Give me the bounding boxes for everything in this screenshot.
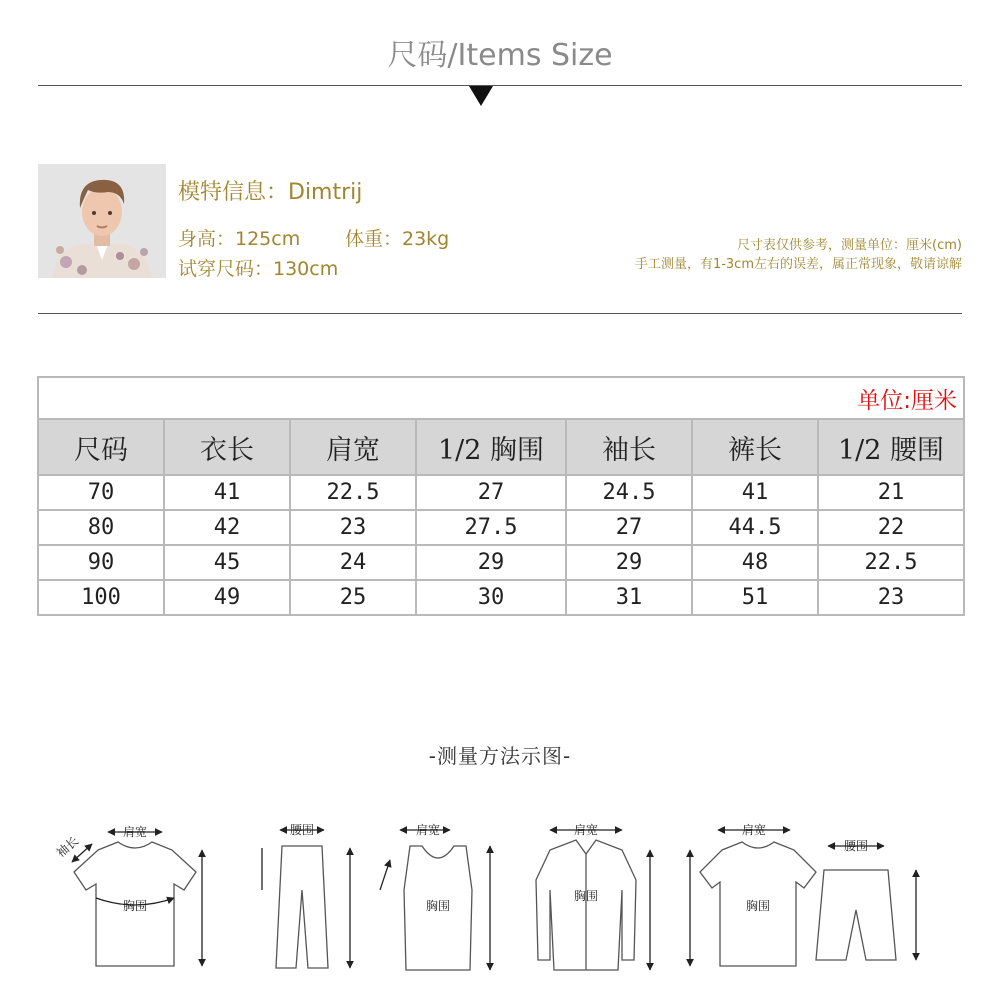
table-cell: 21 [818, 475, 964, 510]
header-pants-length: 裤长 [692, 419, 818, 475]
label-chest: 胸围 [122, 899, 148, 913]
section-divider [38, 313, 962, 314]
label-chest-jacket: 胸围 [573, 889, 599, 903]
label-shoulder-tank: 肩宽 [415, 823, 441, 837]
table-cell: 41 [692, 475, 818, 510]
page-title: 尺码/Items Size [387, 38, 613, 73]
header-shoulder: 肩宽 [290, 419, 416, 475]
table-cell: 22.5 [290, 475, 416, 510]
table-cell: 30 [416, 580, 566, 615]
measurement-method-title: -测量方法示图- [428, 744, 572, 768]
label-chest-tank: 胸围 [425, 899, 451, 913]
header-half-chest: 1/2 胸围 [416, 419, 566, 475]
header-half-waist: 1/2 腰围 [818, 419, 964, 475]
table-cell: 27 [416, 475, 566, 510]
table-cell: 27 [566, 510, 692, 545]
label-waist: 腰围 [289, 823, 315, 837]
table-cell: 45 [164, 545, 290, 580]
table-cell: 100 [38, 580, 164, 615]
label-chest-tshirt2: 胸围 [745, 899, 771, 913]
size-table [37, 376, 965, 616]
table-cell: 23 [818, 580, 964, 615]
down-arrow-icon [469, 86, 493, 106]
header-sleeve: 袖长 [566, 419, 692, 475]
label-shoulder-tshirt2: 肩宽 [741, 823, 767, 837]
tshirt-shorts-diagram [690, 830, 916, 966]
table-cell: 90 [38, 545, 164, 580]
table-cell: 27.5 [416, 510, 566, 545]
table-cell: 22.5 [818, 545, 964, 580]
pants-diagram [262, 830, 350, 968]
model-weight: 体重：23kg [345, 228, 450, 250]
model-info-label: 模特信息：Dimtrij [178, 180, 363, 205]
size-note-1: 尺寸表仅供参考，测量单位：厘米(cm) [737, 238, 962, 253]
table-cell: 24.5 [566, 475, 692, 510]
table-header-row [38, 419, 964, 475]
label-shoulder-jacket: 肩宽 [573, 823, 599, 837]
table-cell: 31 [566, 580, 692, 615]
table-cell: 70 [38, 475, 164, 510]
header-size: 尺码 [38, 419, 164, 475]
label-waist-shorts: 腰围 [843, 839, 869, 853]
header-length: 衣长 [164, 419, 290, 475]
model-try-size: 试穿尺码：130cm [178, 258, 339, 280]
table-cell: 41 [164, 475, 290, 510]
label-shoulder: 肩宽 [122, 825, 148, 839]
header-divider [38, 85, 962, 86]
model-height: 身高：125cm [178, 228, 301, 250]
table-cell: 23 [290, 510, 416, 545]
table-row [38, 475, 964, 510]
size-note-2: 手工测量，有1-3cm左右的误差，属正常现象，敬请谅解 [634, 257, 962, 272]
table-cell: 22 [818, 510, 964, 545]
table-cell: 42 [164, 510, 290, 545]
model-photo [38, 164, 166, 278]
table-cell: 24 [290, 545, 416, 580]
table-row [38, 545, 964, 580]
table-cell: 44.5 [692, 510, 818, 545]
table-row [38, 510, 964, 545]
unit-label: 单位:厘米 [38, 377, 964, 419]
measurement-diagrams [50, 810, 950, 990]
label-sleeve: 袖长 [53, 833, 82, 861]
table-row [38, 580, 964, 615]
table-cell: 29 [416, 545, 566, 580]
table-cell: 49 [164, 580, 290, 615]
table-cell: 29 [566, 545, 692, 580]
table-cell: 48 [692, 545, 818, 580]
table-cell: 25 [290, 580, 416, 615]
table-cell: 80 [38, 510, 164, 545]
table-cell: 51 [692, 580, 818, 615]
